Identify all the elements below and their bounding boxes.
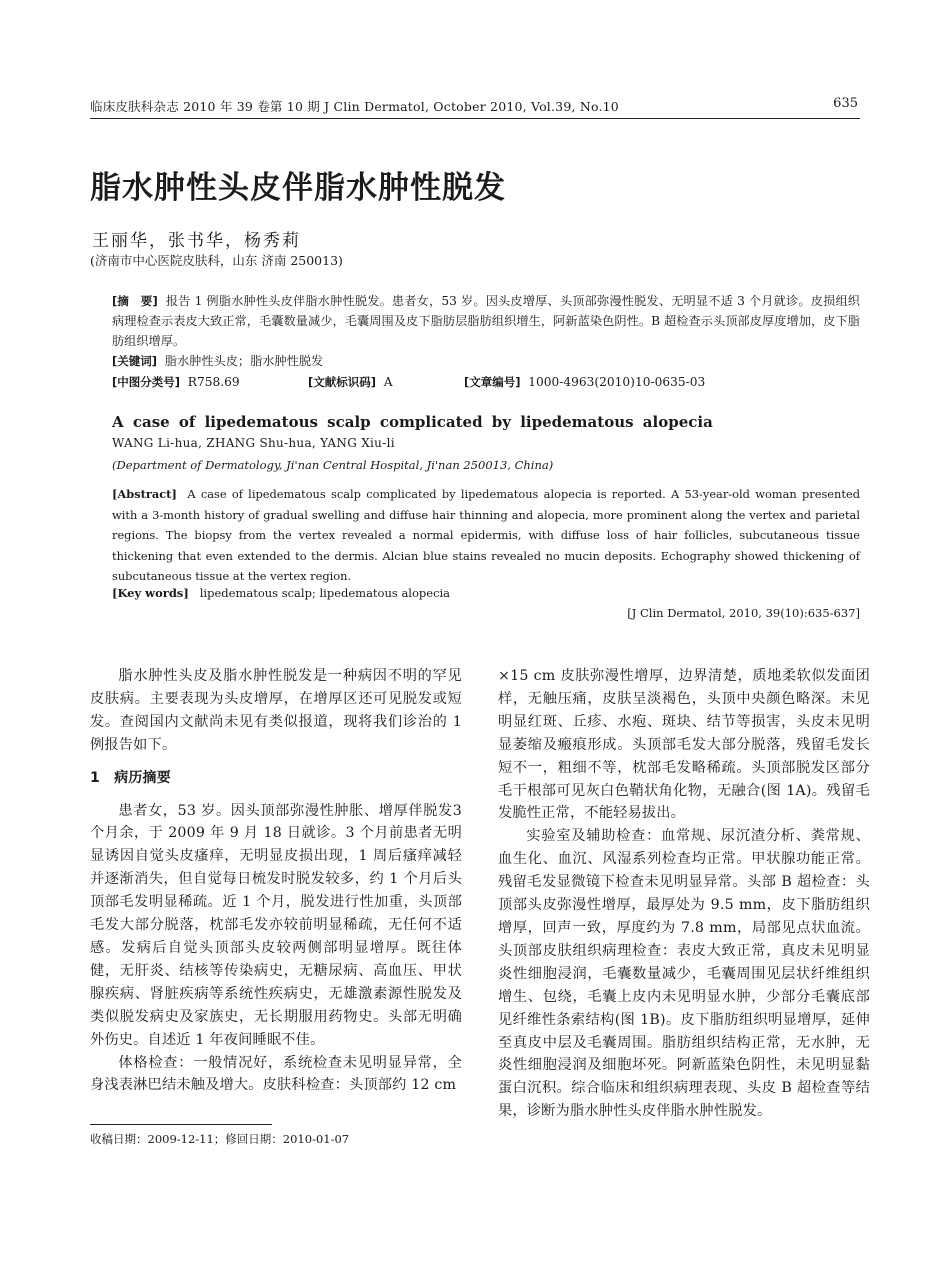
authors-cn: 王丽华，张书华，杨秀莉 <box>92 231 301 251</box>
doc-code-value: A <box>383 375 393 389</box>
body-column-left <box>90 665 462 1097</box>
abstract-cn-label: [摘 要] <box>112 294 158 308</box>
body-column-right <box>498 665 870 1123</box>
abstract-cn-text: 报告 1 例脂水肿性头皮伴脂水肿性脱发。患者女，53 岁。因头皮增厚、头顶部弥漫性脱发、无明显不适 3 个月就诊。皮损组织病理检查示表皮大致正常，毛囊数量减少，毛囊周围及皮下脂肪层脂肪组织增生，阿新蓝染色阴性。B 超检查示头顶部皮厚度增加，皮下脂肪组织增厚。 <box>112 294 860 348</box>
keywords-cn-label: [关键词] <box>112 354 158 368</box>
intro-paragraph: 脂水肿性头皮及脂水肿性脱发是一种病因不明的罕见皮肤病。主要表现为头皮增厚，在增厚区还可见脱发或短发。查阅国内文献尚未见有类似报道，现将我们诊治的 1 例报告如下。 <box>90 668 462 753</box>
affiliation-cn: (济南市中心医院皮肤科，山东 济南 250013) <box>90 253 343 268</box>
article-number-label: [文章编号] <box>464 375 521 389</box>
abstract-en-text: A case of lipedematous scalp complicated by lipedematous alopecia is reported. A 53-year-old woman presented with a 3-month history of gradual swelling and diffuse hair thinning and alopecia, more prominent along the vertex and parietal regions. The biopsy from the vertex revealed a normal epidermis, with diffuse loss of hair follicles, subcutaneous tissue thickening that even extended to the dermis. Alcian blue stains revealed no mucin deposits. Echography showed thickening of subcutaneous tissue at the vertex region. <box>112 487 860 583</box>
english-affiliation: (Department of Dermatology, Ji'nan Central Hospital, Ji'nan 250013, China) <box>112 458 554 472</box>
class-number-label: [中图分类号] <box>112 375 181 389</box>
keywords-cn <box>112 352 323 369</box>
header-divider <box>90 118 860 119</box>
abstract-en-label: [Abstract] <box>112 487 177 501</box>
page-number: 635 <box>833 96 858 111</box>
keywords-en <box>112 586 450 600</box>
abstract-cn <box>112 291 860 351</box>
case-history-paragraph: 患者女，53 岁。因头顶部弥漫性肿胀、增厚伴脱发3 个月余，于 2009 年 9 月 18 日就诊。3 个月前患者无明显诱因自觉头皮瘙痒，无明显皮损出现，1 周后瘙痒减轻并逐渐消失，但自觉每日梳发时脱发较多，约 1 个月后头顶部毛发明显稀疏。近 1 个月，脱发进行性加重，头顶部毛发大部分脱落，枕部毛发亦较前明显稀疏，无任何不适感。发病后自觉头顶部头皮较两侧部明显增厚。既往体健，无肝炎、结核等传染病史，无糖尿病、高血压、甲状腺疾病、肾脏疾病等系统性疾病史，无雄激素源性脱发及类似脱发病史及家族史，无长期服用药物史。头部无明确外伤史。自述近 1 年夜间睡眠不佳。 <box>90 802 462 1048</box>
section-heading: 1 病历摘要 <box>90 769 171 786</box>
english-authors: WANG Li-hua, ZHANG Shu-hua, YANG Xiu-li <box>112 436 395 450</box>
classification-line <box>112 374 860 394</box>
footnote-divider <box>90 1124 272 1125</box>
received-dates: 收稿日期：2009-12-11；修回日期：2010-01-07 <box>90 1132 350 1146</box>
class-number-value: R758.69 <box>187 375 240 389</box>
abstract-en <box>112 484 860 587</box>
english-title: A case of lipedematous scalp complicated by lipedematous alopecia <box>112 413 713 431</box>
physical-exam-paragraph: 体格检查：一般情况好，系统检查未见明显异常，全身浅表淋巴结未触及增大。皮肤科检查：头顶部约 12 cm <box>90 1054 462 1094</box>
keywords-en-label: [Key words] <box>112 586 189 600</box>
article-number-value: 1000-4963(2010)10-0635-03 <box>528 375 706 389</box>
journal-header: 临床皮肤科杂志 2010 年 39 卷第 10 期 J Clin Dermatol, October 2010, Vol.39, No.10 <box>90 99 619 114</box>
physical-exam-continued: ×15 cm 皮肤弥漫性增厚，边界清楚，质地柔软似发面团样，无触压痛，皮肤呈淡褐色，头顶中央颜色略深。未见明显红斑、丘疹、水疱、斑块、结节等损害，头皮未见明显萎缩及瘢痕形成。头顶部毛发大部分脱落，残留毛发长短不一，粗细不等，枕部毛发略稀疏。头顶部脱发区部分毛干根部可见灰白色鞘状角化物，无融合(图 1A)。残留毛发脆性正常，不能轻易拔出。 <box>498 668 870 822</box>
article-title: 脂水肿性头皮伴脂水肿性脱发 <box>90 170 506 206</box>
lab-exam-paragraph: 实验室及辅助检查：血常规、尿沉渣分析、粪常规、血生化、血沉、风湿系列检查均正常。甲状腺功能正常。残留毛发显微镜下检查未见明显异常。头部 B 超检查：头顶部头皮弥漫性增厚，最厚处为 9.5 mm，皮下脂肪组织增厚，回声一致，厚度约为 7.8 mm，局部见点状血流。头顶部皮肤组织病理检查：表皮大致正常，真皮未见明显炎性细胞浸润，毛囊数量减少，毛囊周围见层状纤维组织增生、包绕，毛囊上皮内未见明显水肿，少部分毛囊底部见纤维性条索结构(图 1B)。皮下脂肪组织明显增厚，延伸至真皮中层及毛囊周围。脂肪组织结构正常，无水肿，无炎性细胞浸润及细胞坏死。阿新蓝染色阴性，未见明显黏蛋白沉积。综合临床和组织病理表现、头皮 B 超检查等结果，诊断为脂水肿性头皮伴脂水肿性脱发。 <box>498 828 870 1120</box>
doc-code-label: [文献标识码] <box>308 375 377 389</box>
keywords-en-text: lipedematous scalp; lipedematous alopecia <box>199 586 451 600</box>
citation: [J Clin Dermatol, 2010, 39(10):635-637] <box>627 606 860 620</box>
keywords-cn-text: 脂水肿性头皮；脂水肿性脱发 <box>164 354 324 368</box>
